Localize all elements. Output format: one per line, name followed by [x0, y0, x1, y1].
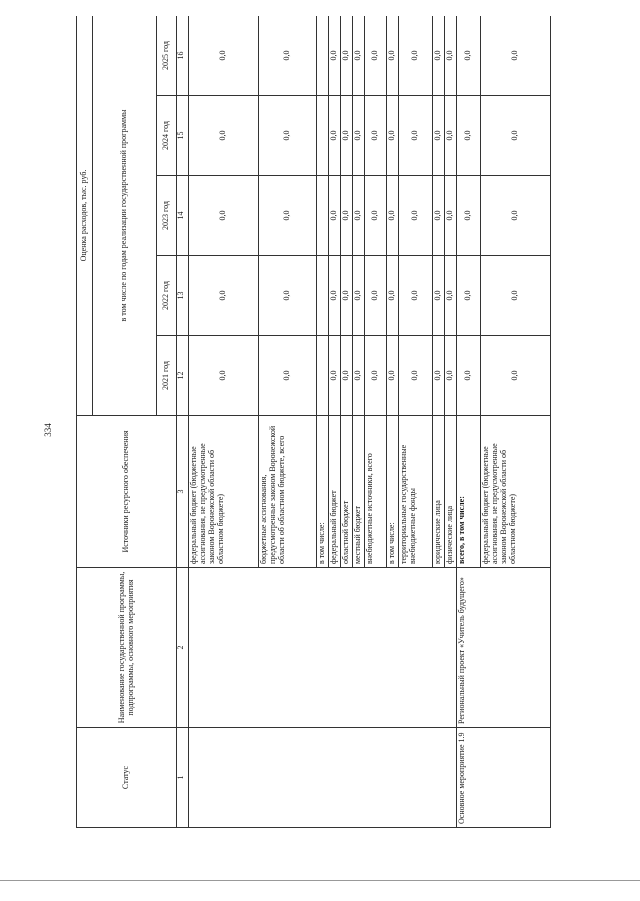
value-cell: 0,0	[444, 176, 456, 256]
header-year-2024: 2024 год	[157, 96, 177, 176]
value-cell: 0,0	[432, 176, 444, 256]
value-cell: 0,0	[480, 256, 550, 336]
value-cell: 0,0	[189, 256, 259, 336]
header-year-2023: 2023 год	[157, 176, 177, 256]
value-cell: 0,0	[398, 16, 432, 96]
value-cell: 0,0	[352, 16, 364, 96]
value-cell: 0,0	[444, 16, 456, 96]
value-cell: 0,0	[328, 16, 340, 96]
value-cell: 0,0	[456, 176, 480, 256]
value-cell: 0,0	[364, 176, 386, 256]
source-cell: областной бюджет	[340, 416, 352, 568]
rotated-sheet	[76, 16, 628, 828]
value-cell: 0,0	[398, 256, 432, 336]
status-cell	[189, 728, 457, 828]
value-cell: 0,0	[432, 16, 444, 96]
value-cell: 0,0	[386, 16, 398, 96]
value-cell: 0,0	[364, 16, 386, 96]
source-cell: всего, в том числе:	[456, 416, 480, 568]
col-number: 14	[177, 176, 189, 256]
value-cell: 0,0	[352, 176, 364, 256]
value-cell: 0,0	[386, 176, 398, 256]
page-number: 334	[43, 423, 53, 437]
value-cell: 0,0	[328, 256, 340, 336]
value-cell: 0,0	[189, 176, 259, 256]
name-cell: Региональный проект «Учитель будущего»	[456, 568, 550, 728]
header-year-2025: 2025 год	[157, 16, 177, 96]
value-cell: 0,0	[480, 176, 550, 256]
source-cell: в том числе:	[317, 416, 329, 568]
source-cell: физические лица	[444, 416, 456, 568]
value-cell: 0,0	[328, 336, 340, 416]
source-cell: территориальные государственные внебюджетные фонды	[398, 416, 432, 568]
value-cell	[317, 256, 329, 336]
source-cell: бюджетные ассигнования, предусмотренные законом Воронежской области об областном бюджете, всего	[259, 416, 317, 568]
value-cell: 0,0	[480, 16, 550, 96]
expenses-table	[76, 16, 551, 828]
value-cell: 0,0	[386, 256, 398, 336]
value-cell: 0,0	[480, 336, 550, 416]
value-cell: 0,0	[386, 96, 398, 176]
value-cell	[317, 176, 329, 256]
value-cell: 0,0	[444, 256, 456, 336]
rotated-content	[76, 16, 628, 828]
value-cell: 0,0	[340, 16, 352, 96]
value-cell: 0,0	[398, 96, 432, 176]
value-cell: 0,0	[456, 96, 480, 176]
value-cell: 0,0	[259, 16, 317, 96]
col-number: 12	[177, 336, 189, 416]
value-cell: 0,0	[340, 256, 352, 336]
value-cell: 0,0	[340, 336, 352, 416]
name-cell	[189, 568, 457, 728]
value-cell: 0,0	[352, 256, 364, 336]
col-number: 15	[177, 96, 189, 176]
source-cell: юридические лица	[432, 416, 444, 568]
value-cell: 0,0	[189, 96, 259, 176]
header-estimate: Оценка расходов, тыс. руб.	[77, 16, 93, 416]
header-year-2021: 2021 год	[157, 336, 177, 416]
value-cell: 0,0	[259, 96, 317, 176]
col-number: 13	[177, 256, 189, 336]
col-number: 1	[177, 728, 189, 828]
value-cell: 0,0	[352, 336, 364, 416]
value-cell: 0,0	[364, 96, 386, 176]
value-cell: 0,0	[259, 176, 317, 256]
value-cell: 0,0	[364, 336, 386, 416]
value-cell: 0,0	[480, 96, 550, 176]
col-number: 16	[177, 16, 189, 96]
header-year-2022: 2022 год	[157, 256, 177, 336]
value-cell: 0,0	[444, 96, 456, 176]
value-cell: 0,0	[189, 336, 259, 416]
source-cell: федеральный бюджет	[328, 416, 340, 568]
value-cell: 0,0	[444, 336, 456, 416]
source-cell: в том числе:	[386, 416, 398, 568]
value-cell	[317, 336, 329, 416]
value-cell: 0,0	[398, 176, 432, 256]
source-cell: федеральный бюджет (бюджетные ассигнования, не предусмотренные законом Воронежской области об областном бюджете)	[189, 416, 259, 568]
value-cell: 0,0	[352, 96, 364, 176]
value-cell: 0,0	[340, 96, 352, 176]
value-cell: 0,0	[432, 96, 444, 176]
page-bottom-rule	[0, 880, 640, 881]
source-cell: местный бюджет	[352, 416, 364, 568]
value-cell: 0,0	[432, 256, 444, 336]
value-cell: 0,0	[456, 336, 480, 416]
value-cell: 0,0	[456, 256, 480, 336]
header-name: Наименование государственной программы, подпрограммы, основного мероприятия	[77, 568, 177, 728]
value-cell: 0,0	[364, 256, 386, 336]
header-source: Источники ресурсного обеспечения	[77, 416, 177, 568]
value-cell: 0,0	[328, 176, 340, 256]
value-cell: 0,0	[189, 16, 259, 96]
value-cell: 0,0	[398, 336, 432, 416]
value-cell: 0,0	[328, 96, 340, 176]
col-number: 3	[177, 416, 189, 568]
value-cell: 0,0	[259, 256, 317, 336]
value-cell: 0,0	[432, 336, 444, 416]
col-number: 2	[177, 568, 189, 728]
value-cell: 0,0	[340, 176, 352, 256]
value-cell	[317, 96, 329, 176]
source-cell: федеральный бюджет (бюджетные ассигнования, не предусмотренные законом Воронежской области об областном бюджете)	[480, 416, 550, 568]
header-status: Статус	[77, 728, 177, 828]
status-cell: Основное мероприятие 1.9	[456, 728, 550, 828]
header-sub: в том числе по годам реализации государственной программы	[93, 16, 157, 416]
value-cell: 0,0	[386, 336, 398, 416]
source-cell: внебюджетные источники, всего	[364, 416, 386, 568]
value-cell	[317, 16, 329, 96]
value-cell: 0,0	[456, 16, 480, 96]
value-cell: 0,0	[259, 336, 317, 416]
